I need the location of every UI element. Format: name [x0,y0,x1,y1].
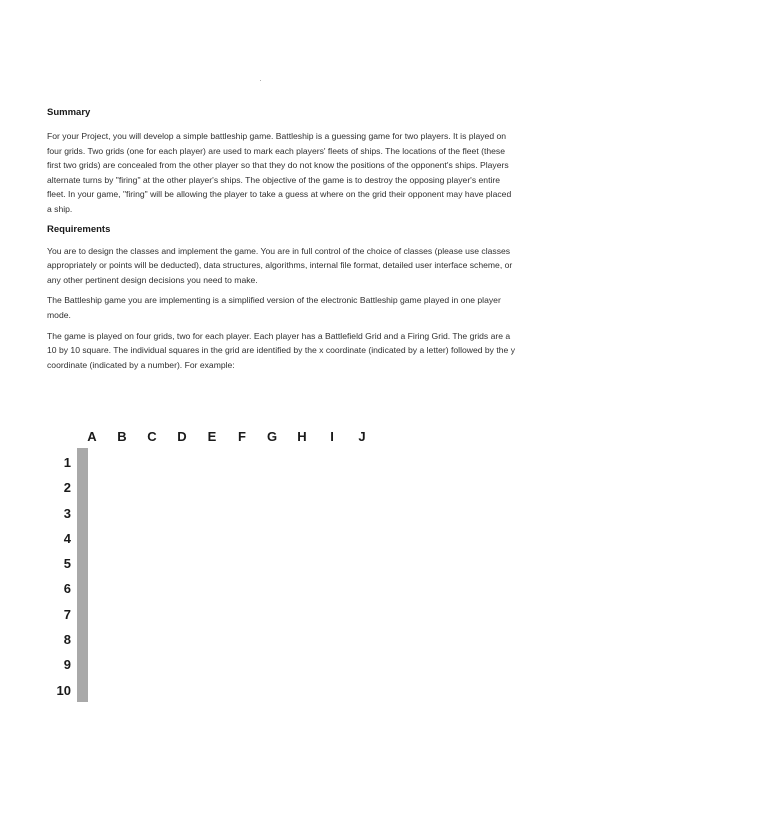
column-header: A [87,429,97,444]
grid-row [78,499,88,524]
row-headers [47,450,71,703]
grid-row [78,524,88,549]
row-header: 8 [63,632,71,648]
column-header: E [207,429,217,444]
requirements-paragraph: You are to design the classes and implement the game. You are in full control of the choice of classes (please use classes appropriately or points will be deducted), data structures, algorithms, internal file format, detailed user interface scheme, or any other pertinent design decisions you need to make. [47,245,513,285]
requirements-heading: Requirements [47,223,111,235]
row-header: 9 [63,657,71,673]
simplified-version-paragraph: The Battleship game you are implementing is a simplified version of the electronic Battleship game played in one player mode. [47,295,501,320]
row-header: 6 [63,581,71,597]
column-header: G [266,429,278,444]
grid-cell [87,600,88,625]
row-header: 10 [56,682,71,698]
grid-row [78,550,88,575]
grid-cell [87,575,88,600]
column-header: D [177,429,187,444]
grid-cell [87,524,88,549]
grid-cell [87,676,88,701]
grid-row [78,575,88,600]
grid-cell [87,474,88,499]
stray-dot [260,80,261,81]
grid-cell [87,626,88,651]
grid-cell [87,449,88,474]
column-header: B [117,429,127,444]
summary-heading: Summary [47,107,91,118]
summary-paragraph: For your Project, you will develop a simple battleship game. Battleship is a guessing game for two players. It is played on four grids. Two grids (one for each player) are used to mark each players' fleets of ships. The locations of the fleet (these first two grids) are concealed from the other player so that they do not know the positions of the opponent's ships. Players alternate turns by "firing" at the other player's ships. The objective of the game is to destroy the opposing player's entire fleet. In your game, "firing" will be allowing the player to take a guess at where on the grid their opponent may have placed a ship. [47,131,512,214]
grid-row [78,474,88,499]
column-header: H [297,429,307,444]
row-header: 4 [63,530,71,546]
grid-row [78,600,88,625]
row-header: 7 [63,606,71,622]
grid-cell [87,499,88,524]
grid-table [77,448,88,702]
grid-row [78,676,88,701]
grid-row [78,626,88,651]
grid-cell [87,651,88,676]
column-header: C [147,429,157,444]
row-header: 3 [63,505,71,521]
document-body [47,106,517,372]
row-header: 5 [63,556,71,572]
grid-cell [87,550,88,575]
grid-description-paragraph: The game is played on four grids, two for each player. Each player has a Battlefield Grid and a Firing Grid. The grids are a 10 by 10 square. The individual squares in the grid are identified by the x coordinate (indicated by a letter) followed by the y coordinate (indicated by a number). For example: [47,330,516,370]
row-header: 2 [63,480,71,496]
column-headers [77,428,377,446]
row-header: 1 [63,455,71,470]
column-header: F [238,429,246,444]
grid-row [78,651,88,676]
column-header: I [330,429,334,444]
column-header: J [358,429,366,444]
grid-row [78,449,88,474]
